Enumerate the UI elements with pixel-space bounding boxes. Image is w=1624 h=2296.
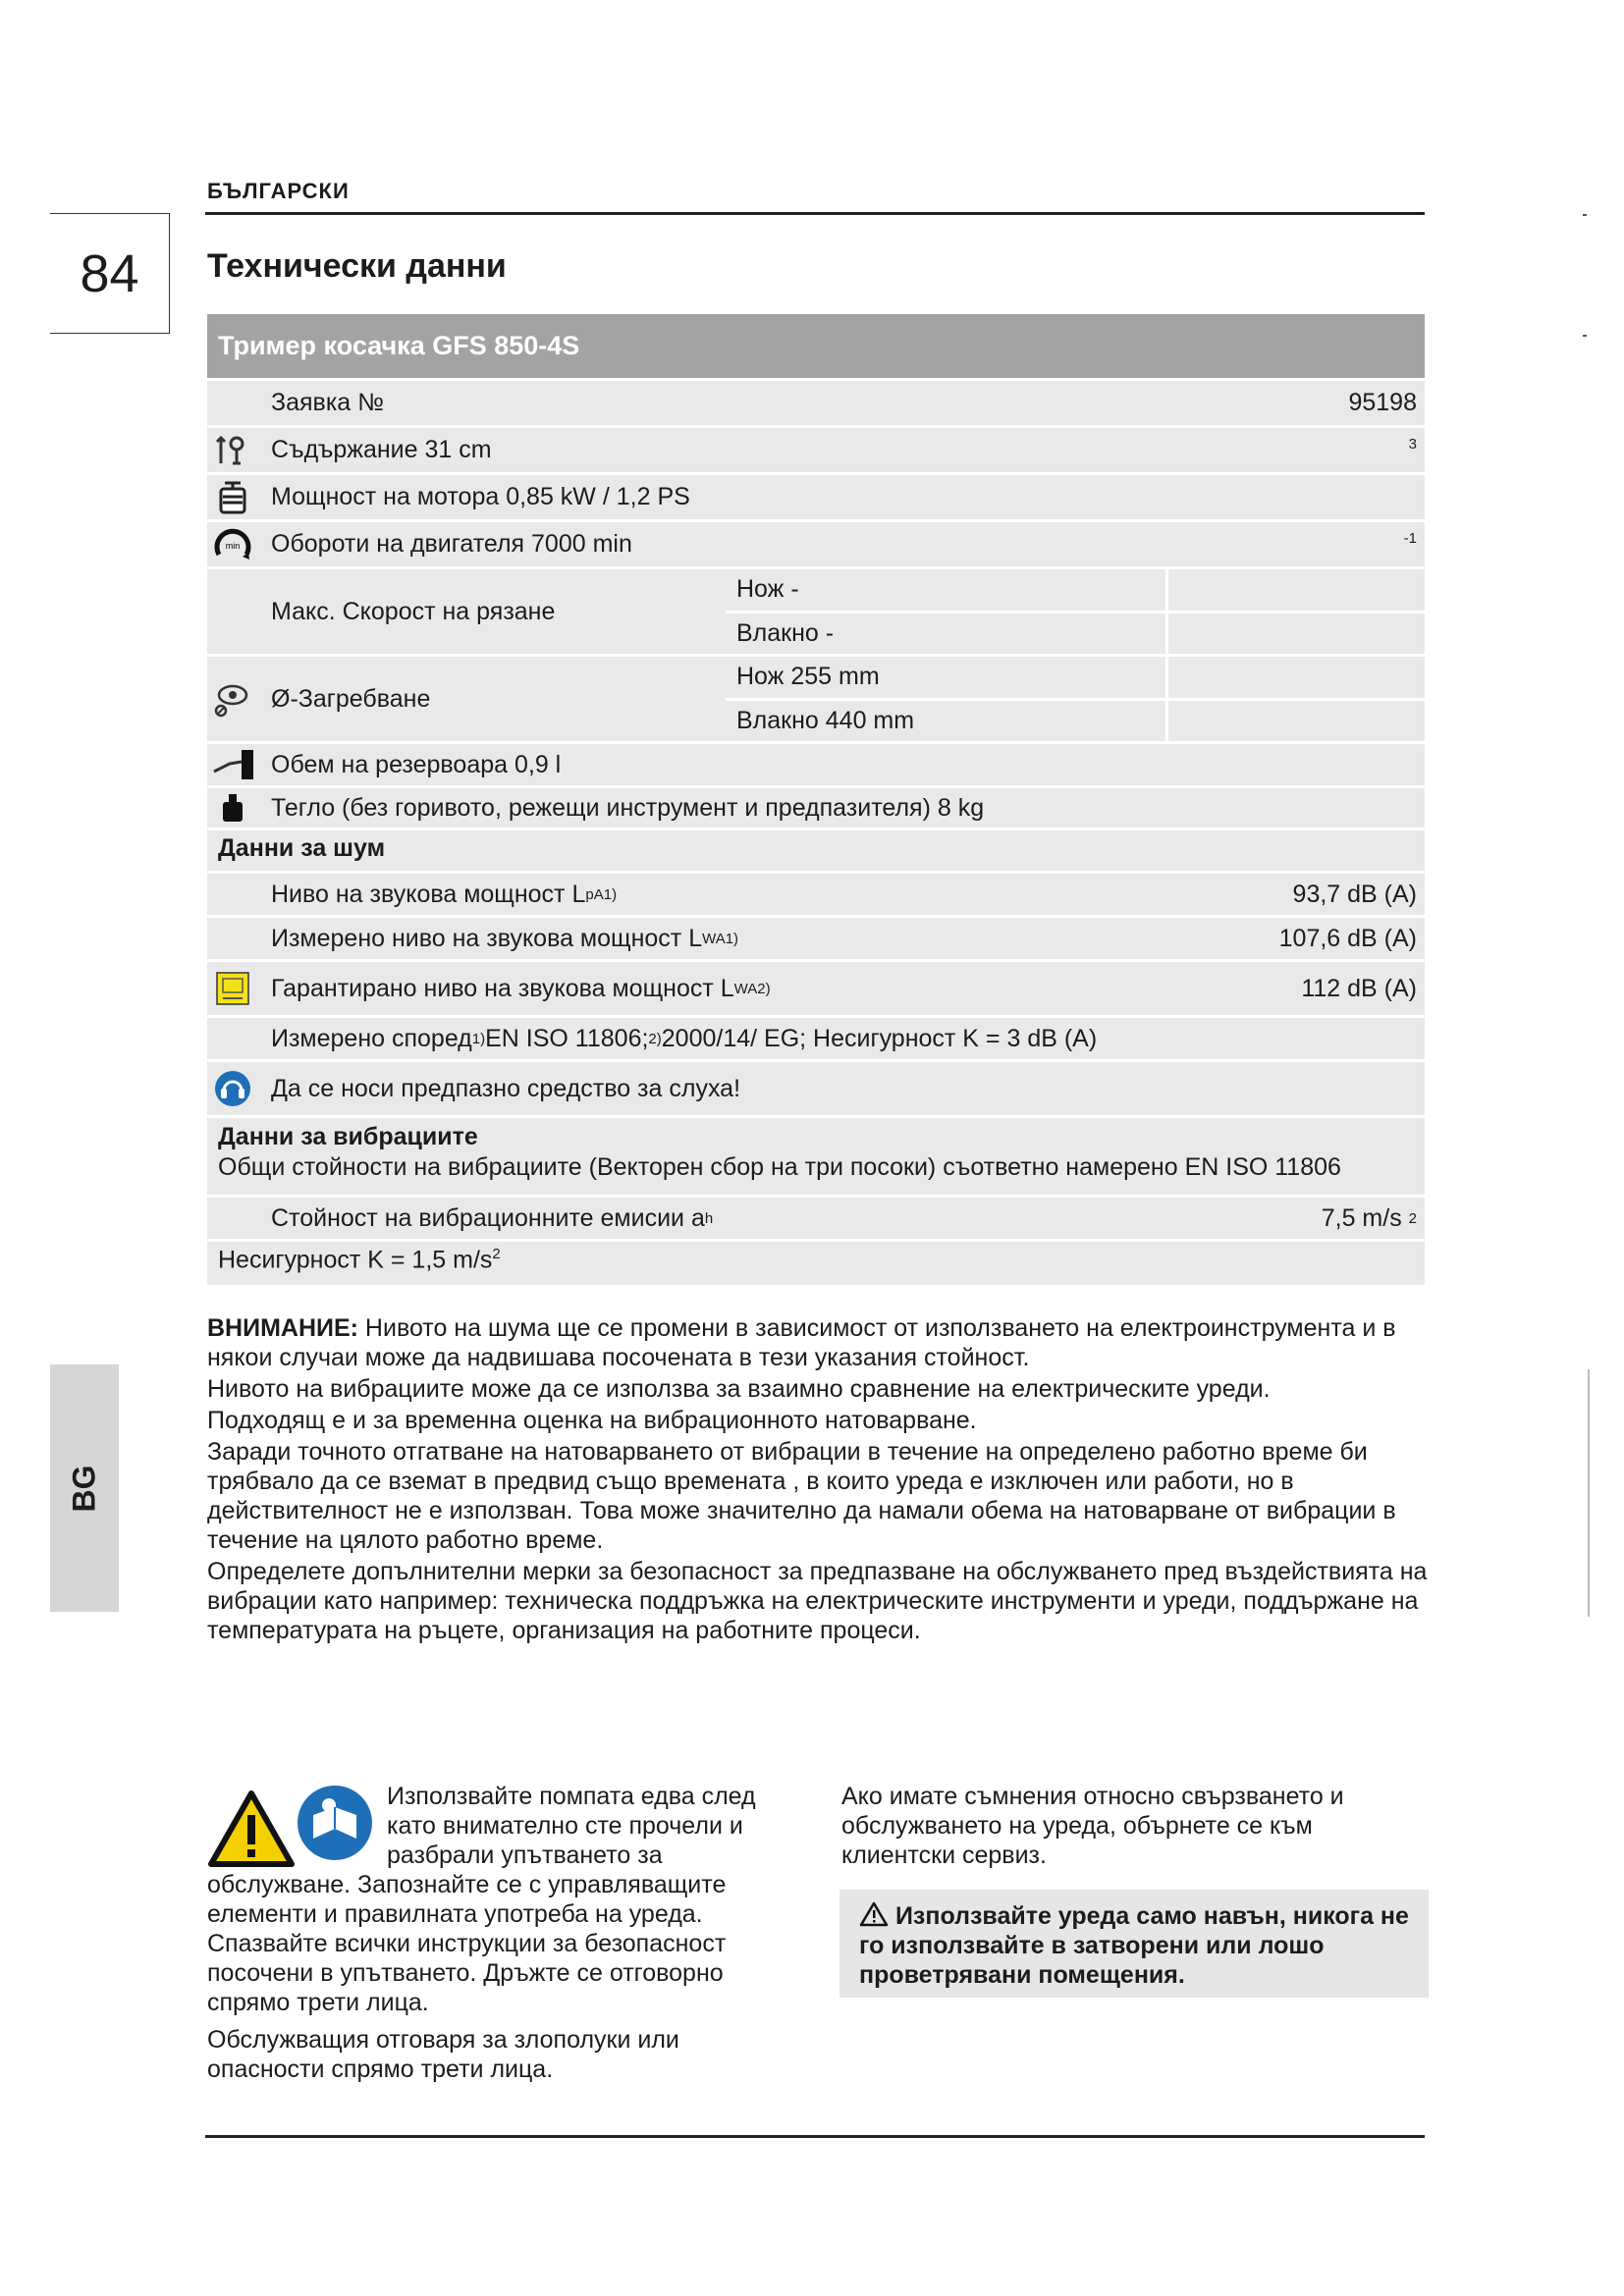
right-paragraph: Ако имате съмнения относно свързването и обслужването на уреда, обърнете се към клиентски сервиз.	[841, 1783, 1344, 1869]
technical-data-table	[207, 314, 1425, 1288]
left-paragraph: Използвайте помпата едва след като внимателно сте прочели и разбрали упътването за обслужване. Запознайте се с управляващите елементи и правилната употреба на уреда. Спазвайте всички инструкции за безопасност посочени в упътването. Дръжте се отговорно спрямо трети лица.	[207, 1783, 756, 2016]
table-row	[207, 874, 1425, 915]
split-cell	[726, 657, 1425, 698]
attention-text: Нивото на шума ще се промени в зависимост от използването на електроинструмента и в някои случаи може да надвишава посочената в тези указания стойност.	[207, 1314, 1396, 1371]
label-text: Ниво на звукова мощност L	[271, 880, 586, 908]
cutting-width-icon	[207, 428, 257, 472]
page-title: Технически данни	[207, 247, 507, 285]
empty-icon-cell	[207, 1198, 257, 1239]
measured-note	[260, 1018, 1425, 1059]
row-label	[260, 962, 1165, 1015]
rpm-icon	[207, 522, 257, 566]
margin-mark	[1588, 1369, 1590, 1617]
subscript: pA	[585, 885, 604, 903]
table-row	[207, 1062, 1425, 1115]
noise-heading	[207, 830, 1425, 871]
label-text: Гарантирано ниво на звукова мощност L	[271, 974, 734, 1002]
split-cell	[726, 614, 1425, 655]
table-row	[207, 381, 1425, 425]
table-row	[207, 788, 1425, 828]
noise-heading-text: Данни за шум	[218, 834, 386, 862]
vibration-subheading: Общи стойности на вибрациите (Векторен сбор на три посоки) съответно намерено EN ISO 11806	[218, 1153, 1341, 1181]
warning-triangle-icon	[859, 1901, 889, 1927]
svg-text:min: min	[225, 540, 240, 551]
weight-icon	[207, 788, 257, 828]
row-label: Обем на резервоара 0,9 l	[271, 750, 562, 778]
row-label: Ø-Загребване	[271, 684, 431, 713]
fuel-tank-icon	[207, 744, 257, 785]
ear-protection-icon	[207, 1062, 257, 1115]
empty-icon-cell	[207, 569, 257, 654]
label-text: Измерено ниво на звукова мощност L	[271, 924, 703, 952]
cutting-diameter-icon	[207, 657, 257, 741]
superscript: 1)	[471, 1030, 486, 1047]
outdoor-warning-text: Използвайте уреда само навън, никога не го използвайте в затворени или лошо проветрявани помещения.	[859, 1902, 1409, 1989]
row-value: 95198	[1348, 389, 1417, 416]
cutting-speed-row	[207, 569, 1425, 654]
measured-text: Измерено според	[271, 1024, 472, 1052]
engine-icon	[207, 475, 257, 519]
row-value: 93,7 dB (A)	[1292, 880, 1417, 908]
row-label: Обороти на двигателя 7000 min	[271, 530, 632, 558]
subscript: WA	[733, 980, 758, 997]
empty-icon-cell	[207, 381, 257, 425]
left-paragraph: Обслужващия отговаря за злополуки или опасности спрямо трети лица.	[207, 2026, 679, 2083]
margin-tick	[1583, 214, 1587, 216]
empty-value	[1165, 657, 1425, 698]
margin-tick	[1583, 335, 1587, 337]
body-paragraph: Нивото на вибрациите може да се използва за взаимно сравнение на електрическите уреди.	[207, 1375, 1271, 1403]
outdoor-warning-box	[839, 1890, 1429, 1998]
superscript: 2)	[757, 980, 771, 997]
empty-icon-cell	[207, 918, 257, 959]
vibration-heading-text: Данни за вибрациите	[218, 1123, 478, 1150]
table-row	[207, 918, 1425, 959]
row-label: Да се носи предпазно средство за слуха!	[271, 1074, 741, 1102]
empty-icon-cell	[207, 874, 257, 915]
language-tab	[50, 1364, 119, 1612]
row-label: Тегло (без горивото, режещи инструмент и предпазителя) 8 kg	[271, 793, 985, 822]
attention-paragraph	[207, 1313, 1430, 1372]
bottom-rule	[205, 2135, 1425, 2138]
row-label: Съдържание 31 cm	[271, 436, 492, 463]
row-label: Макс. Скорост на рязане	[271, 597, 556, 625]
subscript: h	[704, 1209, 714, 1227]
line-diameter: Влакно 440 mm	[736, 706, 915, 734]
page-number: 84	[50, 213, 170, 334]
right-column	[841, 1782, 1421, 1870]
left-column	[207, 1782, 767, 2092]
value-text: 7,5 m/s	[1321, 1203, 1402, 1232]
empty-value	[1168, 788, 1425, 828]
table-row	[207, 1018, 1425, 1059]
diameter-row	[207, 657, 1425, 741]
section-label: БЪЛГАРСКИ	[207, 179, 350, 203]
row-label	[260, 1198, 1165, 1239]
body-paragraph: Заради точното отгатване на натоварването от вибрации в течение на определено работно време би трябвало да се вземат в предвид също времената , в които уреда е изключен или работи, но в действителност не е използван. Това може значително да намали обема на натоварване от вибрации в течение на цялото работно време.	[207, 1438, 1396, 1554]
knife-diameter: Нож 255 mm	[736, 663, 880, 691]
uncertainty-row	[207, 1242, 1425, 1285]
row-value: 112 dB (A)	[1301, 974, 1417, 1002]
empty-icon-cell	[207, 1018, 257, 1059]
row-label: Заявка №	[271, 389, 384, 416]
superscript: 2	[492, 1246, 501, 1262]
safety-icons	[207, 1782, 379, 1870]
read-manual-icon	[296, 1784, 374, 1862]
body-paragraph: Подходящ е и за временна оценка на вибрационното натоварване.	[207, 1407, 977, 1434]
knife-speed: Нож -	[736, 575, 799, 604]
row-value: -1	[1403, 530, 1417, 547]
measured-text: EN ISO 11806;	[485, 1024, 649, 1052]
split-cells	[726, 569, 1425, 654]
row-value	[1168, 475, 1425, 519]
uncertainty-text: Несигурност K = 1,5 m/s	[218, 1246, 493, 1274]
table-row	[207, 522, 1425, 566]
empty-value	[1168, 744, 1425, 785]
row-label: Мощност на мотора 0,85 kW / 1,2 PS	[271, 483, 690, 510]
row-label	[260, 918, 1165, 959]
attention-lead: ВНИМАНИЕ:	[207, 1314, 358, 1342]
table-row	[207, 962, 1425, 1015]
sound-power-label-icon	[207, 962, 257, 1015]
subscript: WA	[702, 930, 726, 947]
row-label	[260, 874, 1165, 915]
superscript: 2	[1408, 1209, 1417, 1227]
top-rule	[205, 212, 1425, 215]
row-value	[1168, 1198, 1425, 1239]
body-paragraph: Определете допълнителни мерки за безопасност за предпазване на обслужването пред въздействията на вибрации като например: техническа поддръжка на електрическите инструменти и уреди, поддържане на температурата на ръцете, организация на работните процеси.	[207, 1558, 1428, 1644]
row-value: 107,6 dB (A)	[1278, 924, 1417, 952]
split-cell	[726, 701, 1425, 742]
line-speed: Влакно -	[736, 618, 835, 647]
empty-value	[1165, 701, 1425, 742]
superscript: 2)	[648, 1030, 662, 1047]
vibration-heading	[207, 1118, 1425, 1195]
body-text	[207, 1313, 1430, 1647]
superscript: 1)	[725, 930, 739, 947]
label-text: Стойност на вибрационните емисии a	[271, 1203, 705, 1232]
split-cells	[726, 657, 1425, 741]
measured-text: 2000/14/ EG; Несигурност K = 3 dB (A)	[661, 1024, 1098, 1052]
table-row	[207, 744, 1425, 785]
split-cell	[726, 569, 1425, 611]
warning-triangle-icon	[207, 1789, 296, 1868]
table-row	[207, 428, 1425, 472]
table-row	[207, 475, 1425, 519]
language-tab-label: BG	[66, 1465, 102, 1512]
empty-value	[1165, 569, 1425, 611]
superscript: 1)	[603, 885, 618, 903]
table-row	[207, 1198, 1425, 1239]
empty-value	[1165, 614, 1425, 655]
row-value: 3	[1408, 436, 1417, 453]
table-heading: Тример косачка GFS 850-4S	[207, 314, 1425, 378]
